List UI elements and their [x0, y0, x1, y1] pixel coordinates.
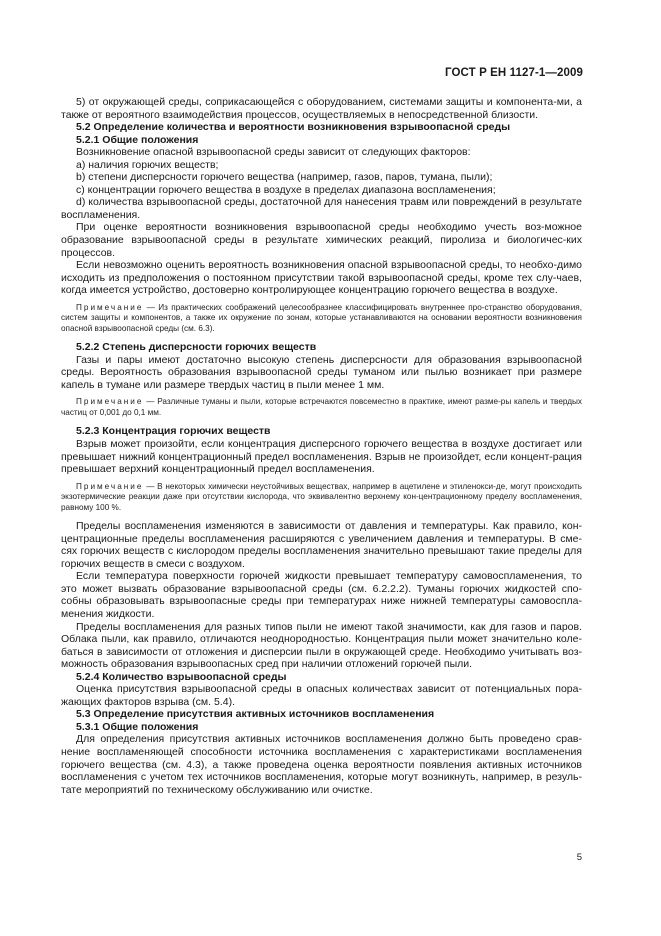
paragraph: 5) от окружающей среды, соприкасающейся с оборудованием, системами защиты и компонента-ми, а также от вероятного взаимодействия процессов, осуществляемых в непосредственной близости.	[61, 96, 582, 121]
note-label: Примечание	[76, 397, 144, 407]
paragraph: Для определения присутствия активных источников воспламенения должно быть проведено срав-нение воспламеняющей способности источника воспламенения с характеристиками воспламенения горючего вещества (см. 4.3), а также проведена оценка вероятности появления активных источников воспламенения с учетом тех источников воспламенения, которые могут возникнуть, например, в резуль-тате мероприятий по техническому обслуживанию или очистке.	[61, 733, 582, 796]
subsection-heading: 5.3.1 Общие положения	[76, 720, 199, 733]
paragraph: Взрыв может произойти, если концентрация дисперсного горючего вещества в воздухе достигает или превышает нижний концентрационный предел воспламенения. Взрыв не произойдет, если концент-рация превышает верхний концентрационный предел воспламенения.	[61, 437, 582, 476]
list-item: d) количества взрывоопасной среды, достаточной для нанесения травм или повреждений в результате воспламенения.	[61, 196, 582, 221]
subsection-heading: 5.2.2 Степень дисперсности горючих веществ	[76, 341, 317, 354]
paragraph: При оценке вероятности возникновения взрывоопасной среды необходимо учесть воз-можное образование взрывоопасной среды в результате химических реакций, пиролиза и биологичес-ких процессов.	[61, 221, 582, 259]
paragraph: Газы и пары имеют достаточно высокую степень дисперсности для образования взрывоопасной среды. Вероятность образования взрывоопасной среды туманом или пылью возникает при размере капель в тумане или размере твердых частиц в пыли менее 1 мм.	[61, 353, 582, 391]
section-heading: 5.3 Определение присутствия активных источников воспламенения	[76, 708, 435, 721]
page-number: 5	[576, 852, 582, 863]
subsection-heading: 5.2.1 Общие положения	[76, 133, 199, 146]
note-text: — Из практических соображений целесообразнее классифицировать внутреннее про-странство оборудования, систем защиты и компонентов, а также их окружение по зонам, которые устанавливаются на основании вероятности возникновения опасной взрывоопасной среды (см. 6.3).	[61, 302, 582, 333]
list-item: a) наличия горючих веществ;	[76, 158, 219, 171]
document-body	[61, 96, 582, 796]
list-item: b) степени дисперсности горючего вещества (например, газов, паров, тумана, пыли);	[76, 171, 493, 184]
note-label: Примечание	[76, 481, 144, 491]
section-heading: 5.2 Определение количества и вероятности возникновения взрывоопасной среды	[76, 121, 511, 134]
note-text: — В некоторых химически неустойчивых веществах, например в ацетилене и этиленокси-де, могут происходить экзотермические реакции даже при отсутствии кислорода, что эквивалентно верхнему кон-центрационному пределу воспламенения, равному 100 %.	[61, 481, 582, 512]
list-item: c) концентрации горючего вещества в воздухе в пределах диапазона воспламенения;	[76, 183, 496, 196]
note	[61, 397, 582, 418]
note	[61, 303, 582, 335]
note-text: — Различные туманы и пыли, которые встречаются повсеместно в практике, имеют разме-ры капель и твердых частиц от 0,001 до 0,1 мм.	[61, 397, 582, 417]
note-label: Примечание	[76, 302, 144, 312]
subsection-heading: 5.2.4 Количество взрывоопасной среды	[76, 670, 287, 683]
paragraph: Если температура поверхности горючей жидкости превышает температуру самовоспламенения, то это может вызвать образование взрывоопасной среды (см. 6.2.2.2). Туманы горючих жидкостей спо-собны образовывать взрывоопасные среды при температурах ниже нижней температуры самовоспла-менения жидкости.	[61, 570, 582, 620]
paragraph: Пределы воспламенения для разных типов пыли не имеют такой значимости, как для газов и паров. Облака пыли, как правило, отличаются неоднородностью. Концентрация пыли может значительно коле-баться в зависимости от отложения и дисперсии пыли в окружающей среде. Необходимо учитывать воз-можность образования взрывоопасных сред при наличии отложений горючей пыли.	[61, 620, 582, 671]
document-id-header: ГОСТ Р ЕН 1127-1—2009	[445, 67, 583, 79]
note	[61, 482, 582, 514]
paragraph: Возникновение опасной взрывоопасной среды зависит от следующих факторов:	[76, 146, 471, 159]
paragraph: Пределы воспламенения изменяются в зависимости от давления и температуры. Как правило, кон-центрационные пределы воспламенения расширяются с увеличением давления и температуры. В сме-сях горючих веществ с кислородом пределы воспламенения значительно превышают такие пределы для горючих веществ в смеси с воздухом.	[61, 520, 582, 570]
paragraph: Если невозможно оценить вероятность возникновения опасной взрывоопасной среды, то необхо-димо исходить из предположения о постоянном присутствии такой взрывоопасной среды, кроме тех слу-чаев, когда имеется устройство, достоверно контролирующее концентрацию горючего вещества в воздухе.	[61, 259, 582, 297]
subsection-heading: 5.2.3 Концентрация горючих веществ	[76, 425, 271, 438]
paragraph: Оценка присутствия взрывоопасной среды в опасных количествах зависит от потенциальных пора-жающих факторов взрыва (см. 5.4).	[61, 683, 582, 708]
